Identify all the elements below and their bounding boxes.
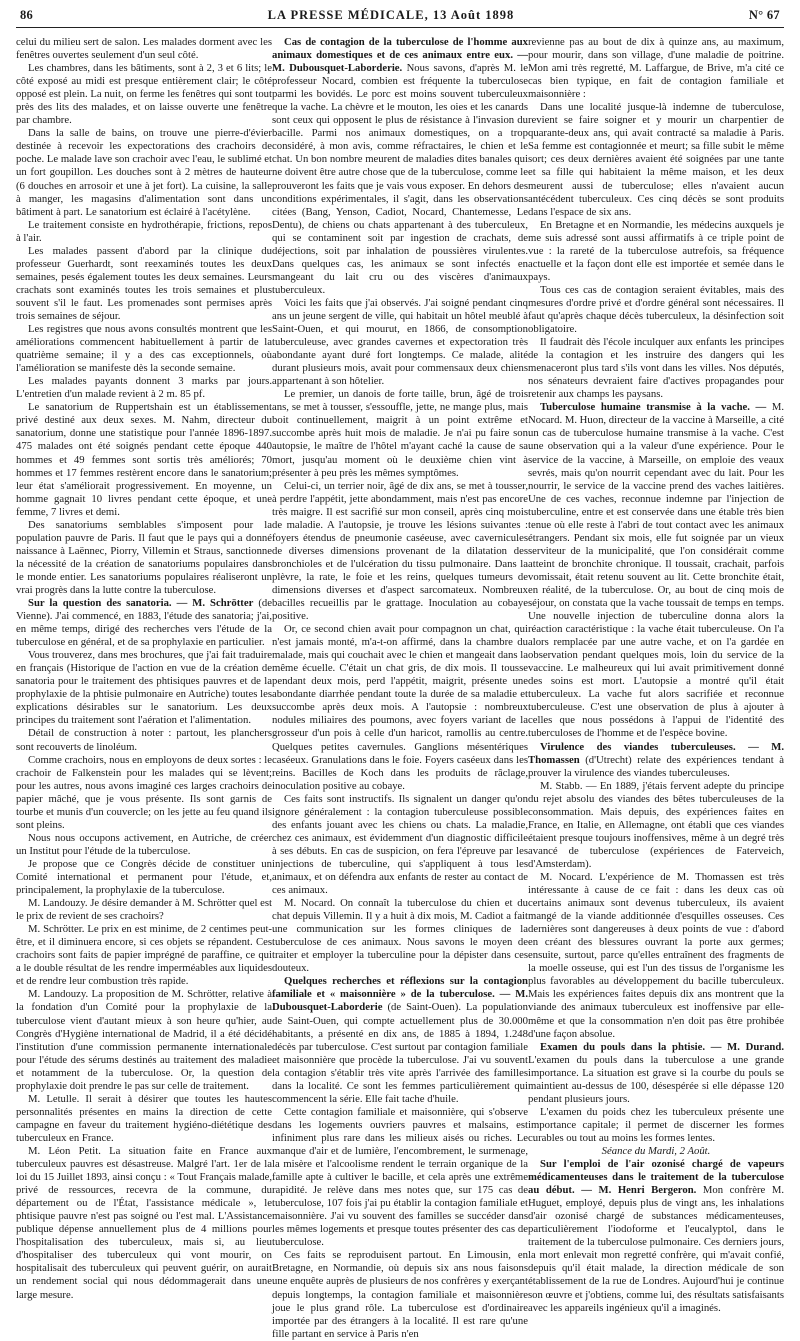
paragraph-letulle: M. Letulle. Il serait à désirer que toutes les hautes personnalités présentes en mains la direction de cette campagne en faveur du traitement hygiéno-diététique des tuberculeux en France.	[16, 1092, 272, 1144]
paragraph: Nous nous occupons activement, en Autriche, de créer un Institut pour l'étude de la tuberculose.	[16, 831, 272, 857]
paragraph: Ces faits sont instructifs. Ils signalent un danger qu'on ignore généralement : la contagion tuberculeuse possible des enfants jouant avec les chiens ou chats. La maladie, chez ces animaux, est évidemment d'un diagnostic difficile à ses débuts. En cas de suspicion, on fera l'épreuve par les injections de tuberculine, qui s'appliquent à tous les animaux, et on défendra aux enfants de rester au contact de ces animaux.	[272, 792, 528, 897]
paragraph: Ces faits se reproduisent partout. En Limousin, en Bretagne, en Normandie, où depuis six ans nous faisons une enquête auprès de plusieurs de nos confrères y exerçant depuis longtemps, la contagion familiale et maisonnière joue le plus grand rôle. La tuberculose est d'ordinaire importée par des étrangers à la localité. Il est rare qu'une fille partant en service à Paris n'en	[272, 1249, 528, 1340]
section-pouls	[528, 1041, 784, 1106]
section-text: L'examen du pouls dans la tuberculose a une grande importance. La situation est grave si la courbe du pouls se maintient au-dessus de 100, désespérée si elle dépasse 120 pendant plusieurs jours.	[528, 1053, 784, 1105]
paragraph: En Bretagne et en Normandie, les médecins auxquels je me suis adressé sont aussi affirmatifs à ce triple point de vue : la rareté de la tuberculose autrefois, sa fréquence actuelle et la façon dont elle est importée et semée dans le pays.	[528, 218, 784, 283]
issue-number: N° 67	[748, 8, 780, 22]
paragraph: Tous ces cas de contagion seraient évitables, mais des mesures d'ordre privé et d'ordre général sont nécessaires. Il faut qu'après chaque décès tuberculeux, la désinfection soit obligatoire.	[528, 283, 784, 336]
paragraph: Le sanatorium de Ruppertshain est un établissement privé destiné aux deux sexes. M. Nahm, directeur du sanatorium, donne une statistique pour l'année 1896-1897. 475 malades ont été soignés pendant cette époque 440 hommes et 49 femmes sont sortis très améliorés; 70 hommes et 17 femmes restèrent encore dans le sanatorium; leur état s'améliorait progressivement. En moyenne, un homme gagnait 10 livres pendant cette époque, et une femme, 7 livres et demi.	[16, 401, 272, 518]
paragraph-nocard: M. Nocard. On connaît la tuberculose du chien et du chat depuis Villemin. Il y a huit à dix mois, M. Cadiot a fait une communication sur les formes cliniques de la tuberculose de ces animaux. Nous savons le moyen de traiter et employer la tuberculine pour la dépister dans ces douteux.	[272, 897, 528, 975]
paragraph: Le traitement consiste en hydrothérapie, frictions, repos à l'air.	[16, 218, 272, 244]
section-air-ozonise	[528, 1158, 784, 1315]
section-schrotter	[16, 597, 272, 649]
paragraph: Détail de construction à noter : partout, les planchers sont recouverts de linoléum.	[16, 727, 272, 753]
section-text: Mon confrère M. Huguet, employé, depuis plus de vingt ans, les inhalations d'air ozonisé chargé de substances médicamenteuses, particulièrement l'iodoforme et l'eucalyptol, dans le traitement de la tuberculose pulmonaire. Ces derniers jours, la mort enlevait mon regretté confrère, qui m'avait confié, depuis qu'il était malade, la direction médicale de son établissement de la rue de Londres. Aujourd'hui je continue son œuvre et j'obtiens, comme lui, des résultats satisfaisants avec les appareils ingénieux qu'il a imaginés.	[528, 1184, 785, 1314]
middle-column	[272, 36, 528, 1340]
paragraph-landouzy: M. Landouzy. La proposition de M. Schrötter, relative à la fondation d'un Comité pour la prophylaxie de la tuberculose vient d'autant mieux à son heure qu'hier, au Congrès d'Hygiène international de Madrid, il a été décidé l'institution d'une commission permanente internationale pour l'étude des sérums destinés au traitement des maladie et notamment de la tuberculose. Or, la question de prophylaxie doit prendre le pas sur celle de traitement.	[16, 988, 272, 1092]
section-viandes	[528, 741, 784, 780]
paragraph-schrotter: M. Schrötter. Le prix en est minime, de 2 centimes peut-être, et il diminuera encore, si ces objets se répandent. Ces crachoirs sont faits de papier imprégné de paraffine, ce qui a le double résultat de les rendre imperméables aux liquides et de rendre leur combustion très rapide.	[16, 923, 272, 988]
paragraph: revienne pas au bout de dix à quinze ans, au maximum, pour mourir, dans son village, d'une maladie de poitrine. Mon ami très regretté, M. Laffargue, de Brive, m'a cité ce cas bien typique, en fait de contagion familiale et maisonnière :	[528, 36, 784, 101]
paragraph: Le premier, un danois de forte taille, brun, âgé de trois ans, se met à tousser, s'essouffle, jette, ne mange plus, mais boit continuellement, maigrit à un point extrême et succombe après huit mois de maladie. Je n'ai pu faire son autopsie, le maître de l'hôtel m'ayant caché la cause de sa mort, jusqu'au moment où le deuxième chien vint à présenter à peu près les mêmes symptômes.	[272, 388, 528, 479]
section-heading: Sur l'emploi de l'air ozonisé chargé de vapeurs médicamenteuses dans le traitement de la tuberculose au début. — M. Henri Bergeron.	[528, 1158, 784, 1197]
section-contagion-familiale	[272, 975, 528, 1105]
paragraph: Les malades passent d'abord par la clinique du professeur Guerhardt, sont reexaminés toutes les deux semaines, pesés également toutes les deux semaines. Leurs crachats sont examinés toutes les trois semaines et plus souvent s'il le faut. Les promenades sont permises après trois semaines de séjour.	[16, 244, 272, 322]
paragraph: Dans une localité jusque-là indemne de tuberculose, revient se faire soigner et y mourir un charpentier de quarante-deux ans, qui avait contracté sa maladie à Paris. Sa femme est contagionnée et meurt; sa fille subit le même sort; ces deux dernières avaient été soignées par une tante et sa fille qui habitaient la même maison, et les deux meurent aussi de tuberculose; elles n'avaient aucun antécédent tuberculeux. Ces cinq décès se sont produits dans l'espace de six ans.	[528, 101, 784, 218]
paragraph: Comme crachoirs, nous en employons de deux sortes : le crachoir de Falkenstein pour les malades qui se lèvent; pour les autres, nous avons imaginé ces larges crachoirs de papier mâché, que je vous présente. Ils sont garnis de tourbe et munis d'un couvercle; on les jette au feu quand ils sont pleins.	[16, 753, 272, 831]
paragraph: Vous trouverez, dans mes brochures, que j'ai fait traduire en français (Historique de l'action en vue de la création de sanatoria pour le traitement des phtisiques pauvres et de la prophylaxie de la phtisie pulmonaire en Autriche) toutes les explications désirables sur le sanatorium. Les deux principes du traitement sont l'aération et l'alimentation.	[16, 649, 272, 727]
running-head	[16, 8, 784, 28]
paragraph: celui du milieu sert de salon. Les malades dorment avec les fenêtres ouvertes seulement d'un seul côté.	[16, 36, 272, 62]
paragraph: Les malades payants donnent 3 marks par jours. L'entretien d'un malade revient à 2 m. 85 pf.	[16, 375, 272, 401]
section-vache	[528, 401, 784, 740]
paragraph-petit: M. Léon Petit. La situation faite en France aux tuberculeux pauvres est désastreuse. Malgré l'art. 1er de la loi du 15 Juillet 1893, ainsi conçu : « Tout Français malade, privé de ressources, recevra de la commune, du département ou de l'État, l'assistance médicale », le phtisique pauvre n'est pas soigné ou l'est mal. L'Assistance publique dépense annuellement plus de 4 millions pour l'hospitalisation des tuberculeux, mais si, au lieu d'hospitaliser des tuberculeux qui vont mourir, on hospitalisait des tuberculeux qui peuvent guérir, on aurait un rendement social qui nous dédommagerait dans une large mesure.	[16, 1144, 272, 1301]
section-heading: Quelques recherches et réflexions sur la contagion familiale et « maisonnière » de la tuberculose. — M. Dubousquet-Laborderie	[272, 975, 528, 1014]
section-text: (de Vienne). J'ai commencé, en 1883, l'étude des sanatoria; j'ai, en même temps, dirigé des recherches vers l'étude de la tuberculose en général, et de sa prophylaxie en particulier.	[16, 597, 272, 649]
section-heading: Sur la question des sanatoria. — M. Schrötter	[28, 597, 254, 610]
section-heading: Cas de contagion de la tuberculose de l'homme aux animaux domestiques et de ces animaux entre eux. — M. Dubousquet-Laborderie.	[272, 36, 528, 75]
section-text: M. Nocard. M. Huon, directeur de la vaccine à Marseille, a cité un cas de tuberculose humaine transmise à la vache. C'est une observation qui a la valeur d'une expérience. Pour le service de la vaccine, à Marseille, on emploie des veaux sevrés, mais qu'on nourrit cependant avec du lait. Pour les nourrir, le service de la vaccine prend des vaches laitières. Une de ces vaches, reconnue indemne par l'injection de tuberculine, entre et est conservée dans une étable très bien tenue où elle reste à l'abri de tout contact avec les animaux étrangers. Pendant six mois, elle fut soignée par un vieux serviteur de la municipalité, que l'on considérait comme atteint de bronchite chronique. Il toussait, crachait, parfois vomissait, était retenu souvent au lit. Cette bronchite était, en réalité, de la tuberculose. Or, au bout de cinq mois de séjour, on constata que la vache toussait de temps en temps. Une nouvelle injection de tuberculine donna alors la réaction caractéristique : la vache était tuberculeuse. On l'a alors remplacée par une autre vache, et on l'a gardée en observation pendant quelques mois, loin du service de la vaccine. Le malheureux qui lui avait primitivement donné des soins est mort. L'autopsie a montré qu'il était tuberculeux. La vache fut alors sacrifiée et reconnue tuberculeuse. C'est une observation de plus à ajouter à celles que nous possédons à l'appui de l'identité des tuberculoses de l'homme et de l'espèce bovine.	[528, 401, 784, 740]
paragraph: Les registres que nous avons consultés montrent que les améliorations commencent habituellement à partir de la quatrième semaine; il y a des cas exceptionnels, où l'amélioration se manifeste dès la seconde semaine.	[16, 323, 272, 375]
section-text: Nous savons, d'après M. le professeur Nocard, combien est fréquente la tuberculose parmi les bovidés. Le porc est moins souvent tuberculeux que la vache. La chèvre et le mouton, les oies et les canards sont ceux qui opposent le plus de résistance à l'invasion du bacille. Parmi nos animaux domestiques, on a trop considéré, à mon avis, comme réfractaires, le chien et le chat. Un bon nombre meurent de maladies dites banales qui ne doivent être autre chose que de la tuberculose, comme le prouveront les faits que je vais vous exposer. En dehors des conditions expérimentales, il s'agit, dans les observations citées (Bang, Yenson, Cadiot, Nocard, Chantemesse, Le Dentu), de chiens ou chats appartenant à des tuberculeux, qui se contaminent soit par ingestion de crachats, de déjections, soit par inhalation de poussières virulentes. Dans quelques cas, les animaux se sont infectés en mangeant du lait cru ou des viscères d'animaux tuberculeux.	[272, 62, 528, 296]
section-contagion-animaux	[272, 36, 528, 297]
paragraph: Cette contagion familiale et maisonnière, qui s'observe dans les logements ouvriers pauvres et malsains, est infiniment plus rare dans les milieux aisés ou riches. Le manque d'air et de lumière, l'encombrement, le surmenage, la misère et l'alcoolisme rendent le terrain organique de la famille apte à cultiver le bacille, et cela après une extrême rapidité. Je relève dans mes notes que, sur 175 cas de tuberculose, 107 fois j'ai pu établir la contagion familiale et maisonnière. J'ai vu souvent des familles se succéder dans les mêmes logements et presque toutes présenter des cas de tuberculose.	[272, 1105, 528, 1249]
section-text: (de Saint-Ouen). La population de Saint-Ouen, qui compte actuellement plus de 30.000 habitants, a présenté en dix ans, de 1885 à 1894, 1.248 décès par tuberculose. C'est surtout par contagion familiale et maisonnière que procède la tuberculose. J'ai vu souvent la contagion s'établir très vite après l'arrivée des familles dans la localité. Ce sont les femmes particulièrement qui commencent la série. Elle fait tache d'huile.	[272, 1001, 528, 1105]
paragraph: Dans la salle de bains, on trouve une pierre-d'évier destinée à recevoir les expectorations des crachoirs de poche. Le malade lave son crachoir avec l'eau, le sublimé et un fort goupillon. Les douches sont à 2 mètres de hauteur (6 douches en arrosoir et une à jet fort). La cuisine, la salle à manger, les magasins d'alimentation sont dans un bâtiment à part. Le sanatorium est éclairé à l'acétylène.	[16, 127, 272, 218]
paragraph: L'examen du poids chez les tuberculeux présente une importance capitale; il permet de discerner les formes curables ou tout au moins les formes lentes.	[528, 1105, 784, 1144]
page-number: 86	[20, 8, 34, 22]
paragraph-stabb: M. Stabb. — En 1889, j'étais fervent adepte du principe du rejet absolu des viandes des bêtes tuberculeuses de la consommation. Mais depuis, des expériences faites en France, en Italie, en Allemagne, ont établi que ces viandes étaient presque toujours inoffensives, même à un degré très avancé de tuberculose (expériences de Faterveich, d'Amsterdam).	[528, 779, 784, 870]
paragraph: Je propose que ce Congrès décide de constituer un Comité international et permanent pour l'étude, et, principalement, la prophylaxie de la tuberculose.	[16, 857, 272, 897]
session-date: Séance du Mardi, 2 Août.	[601, 1144, 711, 1157]
paragraph: Les chambres, dans les bâtiments, sont à 2, 3 et 6 lits; le côté exposé au midi est presque entièrement clair; le côté opposé est plein. La nuit, on ferme les fenêtres qui sont tout près des lits des malades, et on laisse ouverte une fenêtre par chambre.	[16, 62, 272, 127]
text-columns	[16, 36, 785, 1340]
right-column	[528, 36, 785, 1314]
journal-title: LA PRESSE MÉDICALE, 13 Août 1898	[267, 8, 515, 22]
section-heading: Tuberculose humaine transmise à la vache. —	[540, 401, 767, 414]
paragraph-nocard: M. Nocard. L'expérience de M. Thomassen est très intéressante à cause de ce fait : dans les deux cas où certains animaux sont devenus tuberculeux, ils avaient mangé de la viande additionnée d'esquilles osseuses. Ces dernières sont dangereuses à deux points de vue : d'abord en créant des blessures ouvrant la porte aux germes; ensuite, surtout, parce qu'elles entraînent des fragments de la moelle osseuse, qui est l'un des tissus de l'organisme les plus favorables au développement du bacille tuberculeux. Mais les expériences faites depuis dix ans montrent que la viande des animaux tuberculeux est inoffensive par elle-même et que la consommation n'en doit pas être prohibée d'une façon absolue.	[528, 871, 784, 1040]
paragraph: Or, ce second chien avait pour compagnon un chat, qui n'est jamais monté, m'a-t-on affirmé, dans la chambre du malade, mais qui couchait avec le chien et mangeait dans la même écuelle. C'était un chat gris, de dix mois. Il tousse pendant deux mois, perd l'appétit, maigrit, présente une abondante diarrhée pendant toute la durée de sa maladie et succombe après deux mois. A l'autopsie : nombreux nodules miliaires des poumons, avec foyers variant de la grosseur d'un pois à celle d'un haricot, ramollis au centre. Quelques petites cavernules. Ganglions mésentériques caséeux. Granulations dans le foie. Foyers caséeux dans les reins. Bacilles de Koch dans les produits de râclage, inoculation positive au cobaye.	[272, 623, 528, 792]
section-text: (d'Utrecht) relate des expériences tendant à prouver la virulence des viandes tuberculeuses.	[528, 753, 784, 779]
section-heading: Virulence des viandes tuberculeuses. — M. Thomassen	[528, 740, 784, 766]
paragraph: Il faudrait dès l'école inculquer aux enfants les principes de la contagion et les instruire des dangers qui les menaceront plus tard s'ils vont dans les villes. Nos députés, nos sénateurs devraient faire d'actives propagandes pour retenir aux champs les paysans.	[528, 336, 784, 401]
left-column	[16, 36, 272, 1301]
paragraph: Celui-ci, un terrier noir, âgé de dix ans, se met à tousser, à perdre l'appétit, jette abondamment, mais n'est pas encore très maigre. Il est sacrifié sur mon conseil, après cinq mois de maladie. A l'autopsie, je trouve les lésions suivantes : foyers étendus de pneumonie caséeuse, avec cavernicules de diverses dimensions provenant de la dilatation des bronchioles et de l'ulcération du tissu pulmonaire. Dans la plèvre, la rate, le foie et les reins, quelques tumeurs de dimensions diverses et d'aspect sarcomateux. Nombreux bacilles recueillis par le grattage. Inoculation au cobaye positive.	[272, 479, 528, 623]
paragraph-landouzy: M. Landouzy. Je désire demander à M. Schrötter quel est le prix de revient de ses crachoirs?	[16, 897, 272, 923]
section-heading: Examen du pouls dans la phtisie. — M. Durand.	[540, 1040, 784, 1053]
paragraph: Voici les faits que j'ai observés. J'ai soigné pendant cinq ans un jeune sergent de ville, qui habitait un hôtel meublé à Saint-Ouen, et qui mourut, en 1866, de consomption tuberculeuse, avec grandes cavernes et expectoration très abondante ayant duré fort longtemps. Ce malade, alité durant plusieurs mois, avait pour commensaux deux chiens appartenant à son hôtelier.	[272, 296, 528, 388]
paragraph: Des sanatoriums semblables s'imposent pour la population pauvre de Paris. Il faut que le pays qui a donné naissance à Laënnec, Piorry, Villemin et Straus, sanctionne la nécessité de la création de sanatoriums populaires dans le monde entier. Les sanatoriums populaires réaliseront un vrai progrès dans la lutte contre la tuberculose.	[16, 518, 272, 596]
